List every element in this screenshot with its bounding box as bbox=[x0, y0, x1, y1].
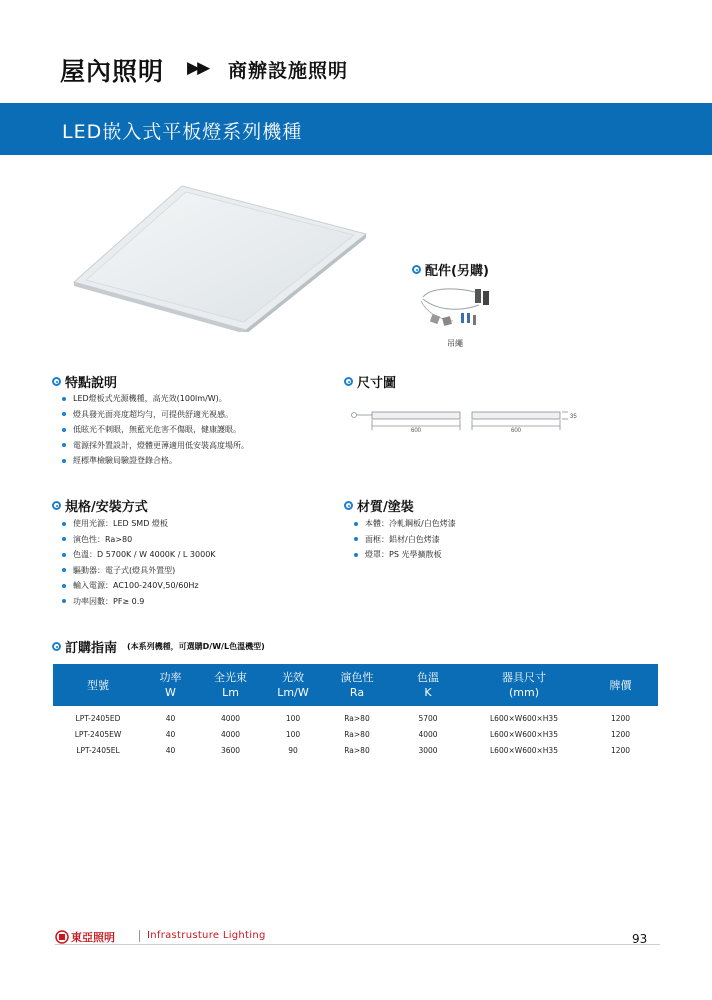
order-note: (本系列機種，可選購D/W/L色溫機型) bbox=[127, 642, 265, 651]
list-item: 燈罩：PS 光學擴散板 bbox=[352, 547, 456, 563]
column-header-lumen: 全光束 Lm bbox=[198, 664, 263, 706]
specs-heading bbox=[52, 496, 148, 515]
cell-power: 40 bbox=[165, 729, 176, 739]
table-row bbox=[53, 742, 658, 758]
page-number: 93 bbox=[632, 932, 648, 946]
cell-model: LPT-2405EW bbox=[74, 729, 122, 739]
list-item: 經標準檢驗局驗證登錄合格。 bbox=[60, 453, 249, 469]
list-item: 燈具發光面亮度超均勻，可提供舒適光視感。 bbox=[60, 407, 249, 423]
column-header-power: 功率 W bbox=[143, 664, 198, 706]
list-item: 電源採外置設計，燈體更薄適用低安裝高度場所。 bbox=[60, 438, 249, 454]
section-bullet-icon bbox=[344, 377, 353, 386]
list-item: 演色性：Ra>80 bbox=[60, 532, 216, 548]
table-row bbox=[53, 706, 658, 726]
section-bullet-icon bbox=[52, 377, 61, 386]
section-bullet-icon bbox=[52, 642, 61, 651]
brand-english-name: Infrastrusture Lighting bbox=[147, 930, 266, 941]
column-header-cri: 演色性 Ra bbox=[323, 664, 391, 706]
cell-lumen: 3600 bbox=[220, 745, 241, 755]
list-item: 本體：冷軋鋼板/白色烤漆 bbox=[352, 516, 456, 532]
dimensions-heading-text: 尺寸圖 bbox=[357, 376, 397, 391]
dimensions-heading bbox=[344, 372, 396, 391]
height-label: 35 bbox=[570, 414, 577, 420]
features-heading bbox=[52, 372, 117, 391]
accessory-heading bbox=[412, 260, 489, 279]
section-bullet-icon bbox=[52, 501, 61, 510]
cell-cct: 4000 bbox=[418, 729, 438, 739]
list-item: 功率因數：PF≥ 0.9 bbox=[60, 594, 216, 610]
brand-logo bbox=[55, 929, 115, 945]
column-header-model: 型號 bbox=[53, 664, 143, 706]
materials-heading bbox=[344, 496, 414, 515]
brand-separator bbox=[139, 930, 140, 942]
features-heading-text: 特點說明 bbox=[65, 376, 118, 391]
section-bullet-icon bbox=[412, 265, 421, 274]
led-panel-image bbox=[70, 182, 370, 332]
cell-cri: Ra>80 bbox=[344, 713, 370, 723]
brand-emblem-icon bbox=[55, 930, 69, 944]
order-table bbox=[53, 664, 658, 758]
cell-model: LPT-2405EL bbox=[76, 745, 120, 755]
cell-cri: Ra>80 bbox=[344, 729, 370, 739]
double-arrow-icon: ▶▶ bbox=[187, 58, 208, 78]
column-header-price: 牌價 bbox=[583, 664, 658, 706]
footer-divider bbox=[55, 944, 660, 945]
cell-lumen: 4000 bbox=[220, 729, 241, 739]
width-label-2: 600 bbox=[510, 428, 522, 434]
column-header-efficacy: 光效 Lm/W bbox=[263, 664, 323, 706]
banner-title: LED嵌入式平板燈系列機種 bbox=[62, 121, 303, 143]
list-item: 驅動器：電子式(燈具外置型) bbox=[60, 563, 216, 579]
features-list bbox=[60, 391, 249, 469]
specs-list bbox=[60, 516, 216, 609]
list-item: 色溫：D 5700K / W 4000K / L 3000K bbox=[60, 547, 216, 563]
cell-efficacy: 90 bbox=[288, 745, 298, 755]
cell-lumen: 4000 bbox=[220, 713, 241, 723]
brand-name: 東亞照明 bbox=[71, 931, 115, 944]
list-item: 輸入電源：AC100-240V,50/60Hz bbox=[60, 578, 216, 594]
page-subcategory-title: 商辦設施照明 bbox=[228, 60, 349, 82]
accessory-label: 吊繩 bbox=[447, 339, 463, 348]
dimension-drawing bbox=[350, 408, 590, 436]
specs-heading-text: 規格/安裝方式 bbox=[65, 500, 148, 515]
cell-price: 1200 bbox=[610, 745, 631, 755]
cell-size: L600×W600×H35 bbox=[490, 713, 558, 723]
list-item: 面框：鋁材/白色烤漆 bbox=[352, 532, 456, 548]
cell-size: L600×W600×H35 bbox=[490, 729, 558, 739]
list-item: 低眩光不刺眼，無藍光危害不傷眼，健康護眼。 bbox=[60, 422, 249, 438]
list-item: 使用光源：LED SMD 燈板 bbox=[60, 516, 216, 532]
table-header-row bbox=[53, 664, 658, 706]
cell-price: 1200 bbox=[610, 713, 631, 723]
list-item: LED燈板式光源機種，高光效(100lm/W)。 bbox=[60, 391, 249, 407]
cell-efficacy: 100 bbox=[285, 729, 301, 739]
column-header-size: 器具尺寸 (mm) bbox=[465, 664, 583, 706]
materials-heading-text: 材質/塗裝 bbox=[357, 500, 414, 515]
order-heading-text: 訂購指南 bbox=[65, 641, 118, 656]
order-heading bbox=[52, 637, 265, 656]
section-bullet-icon bbox=[344, 501, 353, 510]
cell-price: 1200 bbox=[610, 729, 631, 739]
cell-cct: 5700 bbox=[418, 713, 438, 723]
width-label-1: 600 bbox=[410, 428, 422, 434]
materials-list bbox=[352, 516, 456, 563]
cell-power: 40 bbox=[165, 713, 176, 723]
cell-model: LPT-2405ED bbox=[75, 713, 121, 723]
column-header-cct: 色溫 K bbox=[391, 664, 465, 706]
cell-power: 40 bbox=[165, 745, 176, 755]
cell-size: L600×W600×H35 bbox=[490, 745, 558, 755]
page-category-title: 屋內照明 bbox=[60, 57, 165, 86]
hanging-wire-icon bbox=[417, 283, 497, 331]
accessory-heading-text: 配件(另購) bbox=[425, 264, 489, 279]
cell-efficacy: 100 bbox=[285, 713, 301, 723]
cell-cri: Ra>80 bbox=[344, 745, 370, 755]
cell-cct: 3000 bbox=[418, 745, 438, 755]
table-row bbox=[53, 726, 658, 742]
